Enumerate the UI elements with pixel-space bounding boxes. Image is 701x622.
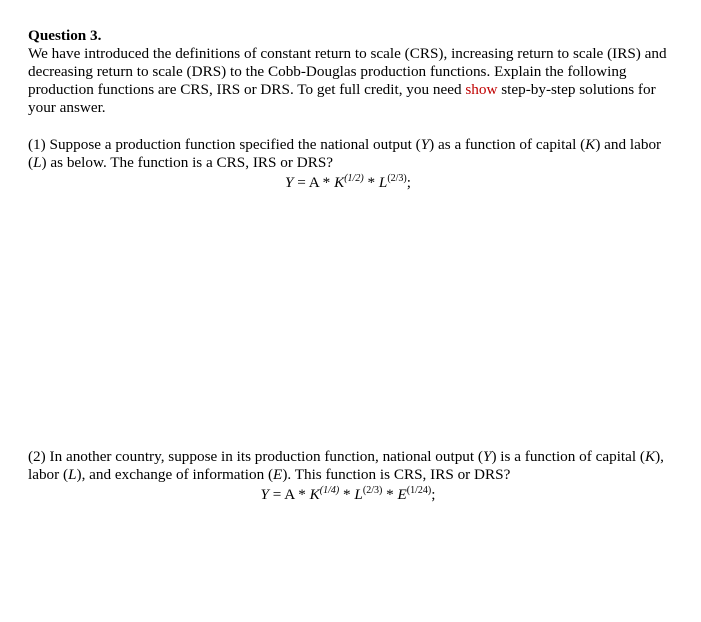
show-highlight: show <box>465 81 498 98</box>
formula-l: L <box>378 174 388 191</box>
part1-text: ) as a function of capital ( <box>429 136 586 153</box>
var-y: Y <box>482 448 492 465</box>
formula-lhs: Y <box>260 486 269 503</box>
formula-eq: = A * <box>268 486 310 503</box>
var-k: K <box>644 448 656 465</box>
part1-formula <box>28 174 668 192</box>
var-y: Y <box>420 136 430 153</box>
question-block-1 <box>28 27 668 192</box>
part2-text: ), labor ( <box>28 448 664 483</box>
part1-text: ) as below. The function is a CRS, IRS or DRS? <box>41 154 334 171</box>
part2-text: ) is a function of capital ( <box>491 448 645 465</box>
part2-prompt <box>28 448 668 484</box>
part1-prompt <box>28 136 668 172</box>
part2-text: ). This function is CRS, IRS or DRS? <box>282 466 511 483</box>
formula-l-exponent: (2/3) <box>362 485 383 496</box>
question-block-2 <box>28 448 668 504</box>
formula-eq: = A * <box>293 174 335 191</box>
var-k: K <box>585 136 596 153</box>
part1-text: (1) Suppose a production function specified the national output ( <box>28 136 421 153</box>
formula-star: * <box>382 486 398 503</box>
formula-end: ; <box>431 486 436 503</box>
part2-text: ), and exchange of information ( <box>76 466 274 483</box>
formula-e-exponent: (1/24) <box>406 485 432 496</box>
exponent-text: (1/2) <box>344 173 364 184</box>
intro-text-start: We have introduced the definitions of constant return to scale (CRS), increasing return to scale (IRS) and decreasing return to scale (DRS) to the Cobb-Douglas production functions. Explain the following production functions are CRS, IRS or DRS. To get full credit, you need <box>28 45 667 98</box>
formula-k: K <box>309 486 320 503</box>
part1-text: ) and labor ( <box>28 136 662 171</box>
formula-k: K <box>334 174 345 191</box>
part2-formula <box>28 486 668 504</box>
var-l: L <box>33 154 42 171</box>
formula-k-exponent <box>344 173 363 184</box>
var-e: E <box>273 466 283 483</box>
formula-star: * <box>363 174 379 191</box>
question-heading: Question 3. <box>28 27 102 44</box>
formula-l: L <box>354 486 363 503</box>
question-intro <box>28 45 668 117</box>
formula-star: * <box>339 486 355 503</box>
formula-end: ; <box>406 174 411 191</box>
intro-text-end: step-by-step solutions for your answer. <box>28 81 656 116</box>
formula-l-exponent: (2/3) <box>387 173 407 184</box>
var-l: L <box>68 466 77 483</box>
part2-text: (2) In another country, suppose in its production function, national output ( <box>28 448 483 465</box>
formula-k-exponent: (1/4) <box>319 485 340 496</box>
formula-e: E <box>397 486 407 503</box>
formula-lhs: Y <box>284 174 294 191</box>
